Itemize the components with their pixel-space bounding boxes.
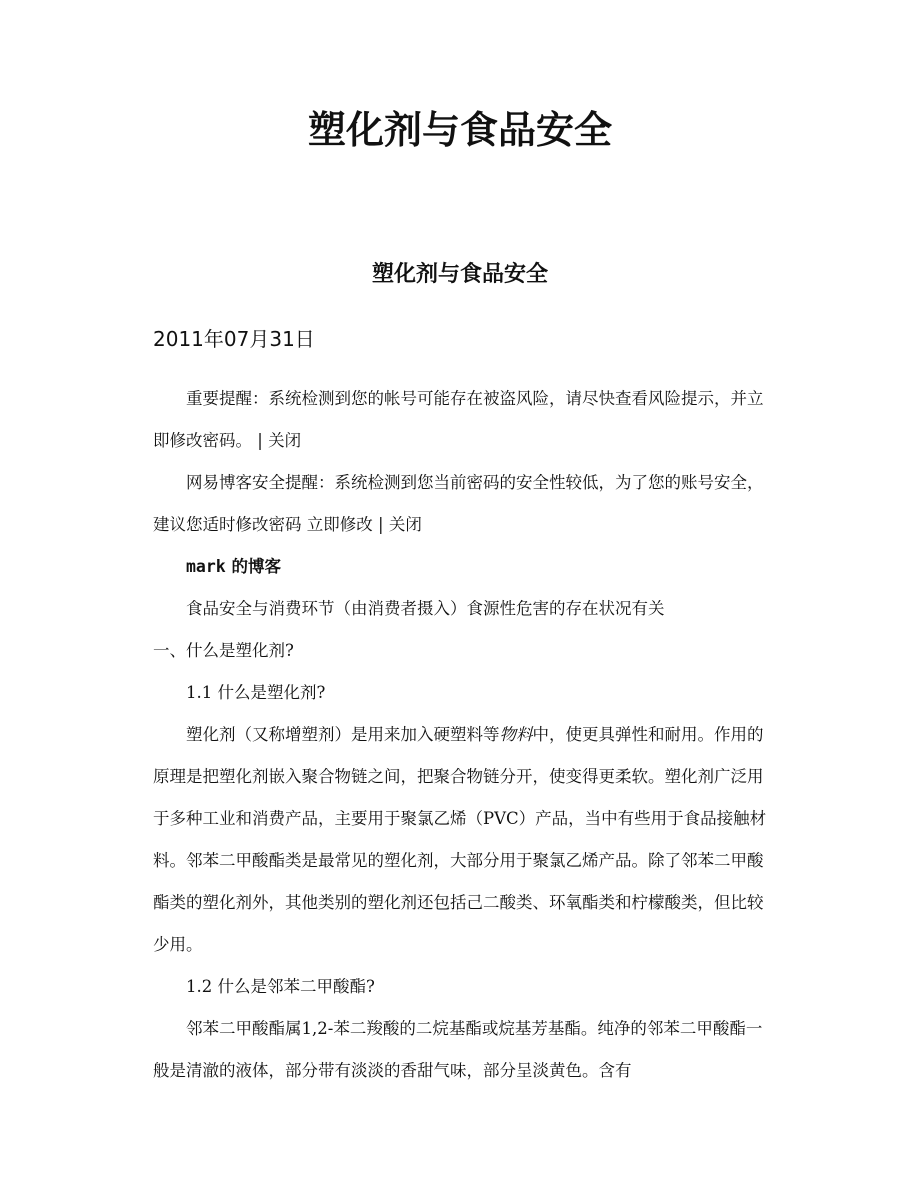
article-date: 2011年07月31日 bbox=[153, 327, 315, 351]
notice-2-text: 网易博客安全提醒：系统检测到您当前密码的安全性较低，为了您的账号安全，建议您适时修改密码 bbox=[153, 473, 764, 534]
blog-suffix: 的博客 bbox=[225, 557, 281, 576]
phthalate-paragraph: 邻苯二甲酸酯属1,2-苯二羧酸的二烷基酯或烷基芳基酯。纯净的邻苯二甲酸酯一般是清澈的液体，部分带有淡淡的香甜气味，部分呈淡黄色。含有 bbox=[153, 1019, 763, 1080]
security-notice-2 bbox=[153, 462, 768, 546]
document-title: 塑化剂与食品安全 bbox=[307, 108, 612, 152]
section-heading-1-2: 1.2 什么是邻苯二甲酸酯? bbox=[186, 977, 375, 996]
notice-1-separator: | bbox=[252, 431, 269, 450]
plasticizer-paragraph bbox=[153, 714, 768, 966]
notice-2-separator: | bbox=[372, 515, 389, 534]
p1-text-before: 塑化剂（又称增塑剂）是用来加入硬塑料等 bbox=[186, 725, 500, 744]
section-heading-1-1: 1.1 什么是塑化剂? bbox=[186, 683, 326, 702]
modify-password-link[interactable]: 立即修改 bbox=[306, 515, 373, 534]
article-body bbox=[153, 378, 768, 1092]
section-heading-1: 一、什么是塑化剂? bbox=[153, 641, 294, 660]
notice-2-close-link[interactable]: 关闭 bbox=[388, 515, 422, 534]
p1-emphasis: 物料 bbox=[499, 725, 533, 744]
notice-1-text: 重要提醒：系统检测到您的帐号可能存在被盗风险，请尽快查看风险提示，并立即修改密码。 bbox=[153, 389, 764, 450]
p1-text-after: 中，使更具弹性和耐用。作用的原理是把塑化剂嵌入聚合物链之间，把聚合物链分开，使变得更柔软。塑化剂广泛用于多种工业和消费产品，主要用于聚氯乙烯（PVC）产品，当中有些用于食品接触材料。邻苯二甲酸酯类是最常见的塑化剂，大部分用于聚氯乙烯产品。除了邻苯二甲酸酯类的塑化剂外，其他类别的塑化剂还包括己二酸类、环氧酯类和柠檬酸类，但比较少用。 bbox=[153, 725, 767, 954]
notice-1-close-link[interactable]: 关闭 bbox=[268, 431, 302, 450]
intro-paragraph: 食品安全与消费环节（由消费者摄入）食源性危害的存在状况有关 bbox=[186, 599, 665, 618]
blog-owner: mark bbox=[186, 557, 226, 576]
blog-name bbox=[153, 546, 768, 588]
article-title: 塑化剂与食品安全 bbox=[371, 262, 548, 287]
security-notice-1 bbox=[153, 378, 768, 462]
